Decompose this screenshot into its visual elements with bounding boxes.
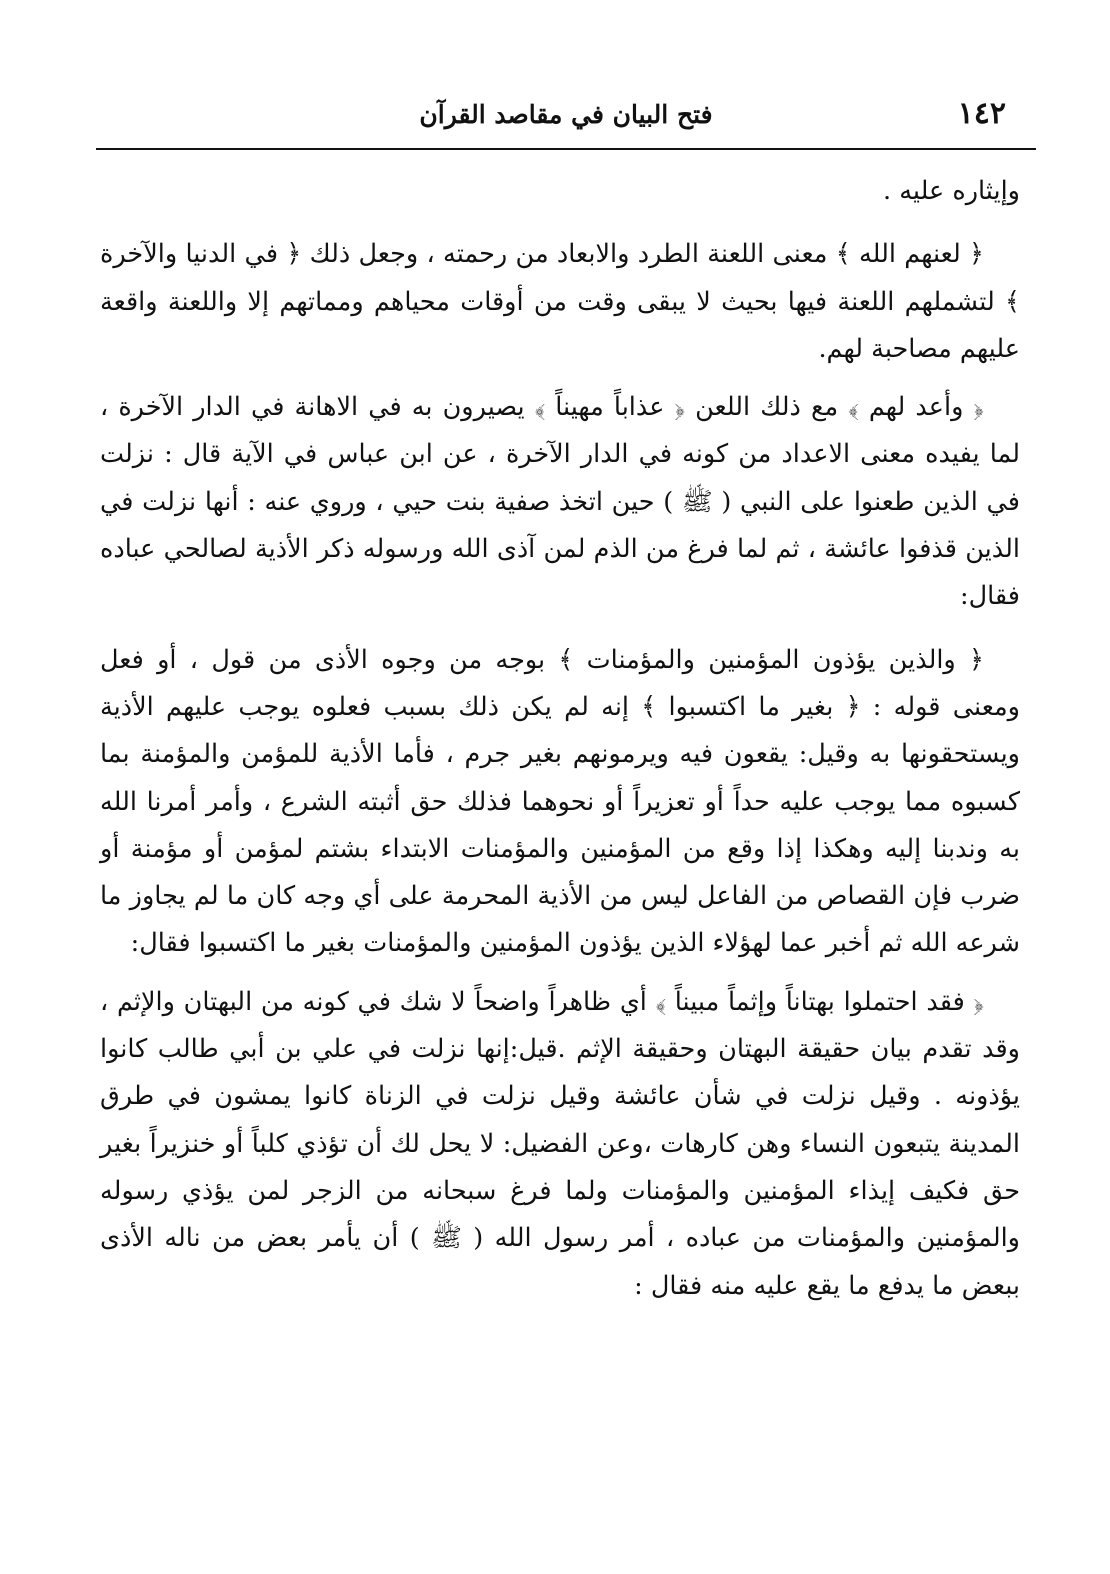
paragraph-believers: ﴿ والذين يؤذون المؤمنين والمؤمنات ﴾ بوجه من وجوه الأذى من قول ، أو فعل ومعنى قوله : ﴿ بغير ما اكتسبوا ﴾ إنه لم يكن ذلك بسبب فعلوه يوجب عليهم الأذية ويستحقونها به وقيل: يقعون فيه ويرمونهم بغير جرم ، فأما الأذية للمؤمن والمؤمنة بما كسبوه مما يوجب عليه حداً أو تعزيراً أو نحوهما فذلك حق أثبته الشرع ، وأمر أمرنا الله به وندبنا إليه وهكذا إذا وقع من المؤمنين والمؤمنات الابتداء بشتم لمؤمن أو مؤمنة أو ضرب فإن القصاص من الفاعل ليس من الأذية المحرمة على أي وجه كان ما لم يجاوز ما شرعه الله ثم أخبر عما لهؤلاء الذين يؤذون المؤمنين والمؤمنات بغير ما اكتسبوا فقال: <box>100 644 1020 959</box>
body-text <box>100 168 1020 1321</box>
paragraph-continuation: وإيثاره عليه . <box>883 176 1020 206</box>
paragraph-curse: ﴿ لعنهم الله ﴾ معنى اللعنة الطرد والابعاد من رحمته ، وجعل ذلك ﴿ في الدنيا والآخرة ﴾ لتشملهم اللعنة فيها بحيث لا يبقى وقت من أوقات محياهم ومماتهم إلا واللعنة واقعة عليهم مصاحبة لهم. <box>100 239 1020 364</box>
running-header <box>96 96 1036 146</box>
paragraph-slander: ﴿ فقد احتملوا بهتاناً وإثماً مبيناً ﴾ أي ظاهراً واضحاً لا شك في كونه من البهتان والإثم ، وقد تقدم بيان حقيقة البهتان وحقيقة الإثم .قيل:إنها نزلت في علي بن أبي طالب كانوا يؤذونه . وقيل نزلت في شأن عائشة وقيل نزلت في الزناة كانوا يمشون في طرق المدينة يتبعون النساء وهن كارهات ،وعن الفضيل: لا يحل لك أن تؤذي كلباً أو خنزيراً بغير حق فكيف إيذاء المؤمنين والمؤمنات ولما فرغ سبحانه من الزجر لمن يؤذي رسوله والمؤمنين والمؤمنات من عباده ، أمر رسول الله ( ﷺ ) أن يأمر بعض من ناله الأذى ببعض ما يدفع ما يقع عليه منه فقال : <box>100 986 1020 1301</box>
page-number: ١٤٢ <box>957 96 1006 131</box>
book-title: فتح البيان في مقاصد القرآن <box>419 100 713 129</box>
header-rule <box>96 148 1036 150</box>
paragraph-punishment: ﴿ وأعد لهم ﴾ مع ذلك اللعن ﴿ عذاباً مهيناً ﴾ يصيرون به في الاهانة في الدار الآخرة ، لما يفيده معنى الاعداد من كونه في الدار الآخرة ، عن ابن عباس في الآية قال : نزلت في الذين طعنوا على النبي ( ﷺ ) حين اتخذ صفية بنت حيي ، وروي عنه : أنها نزلت في الذين قذفوا عائشة ، ثم لما فرغ من الذم لمن آذى الله ورسوله ذكر الأذية لصالحي عباده فقال: <box>100 392 1020 612</box>
